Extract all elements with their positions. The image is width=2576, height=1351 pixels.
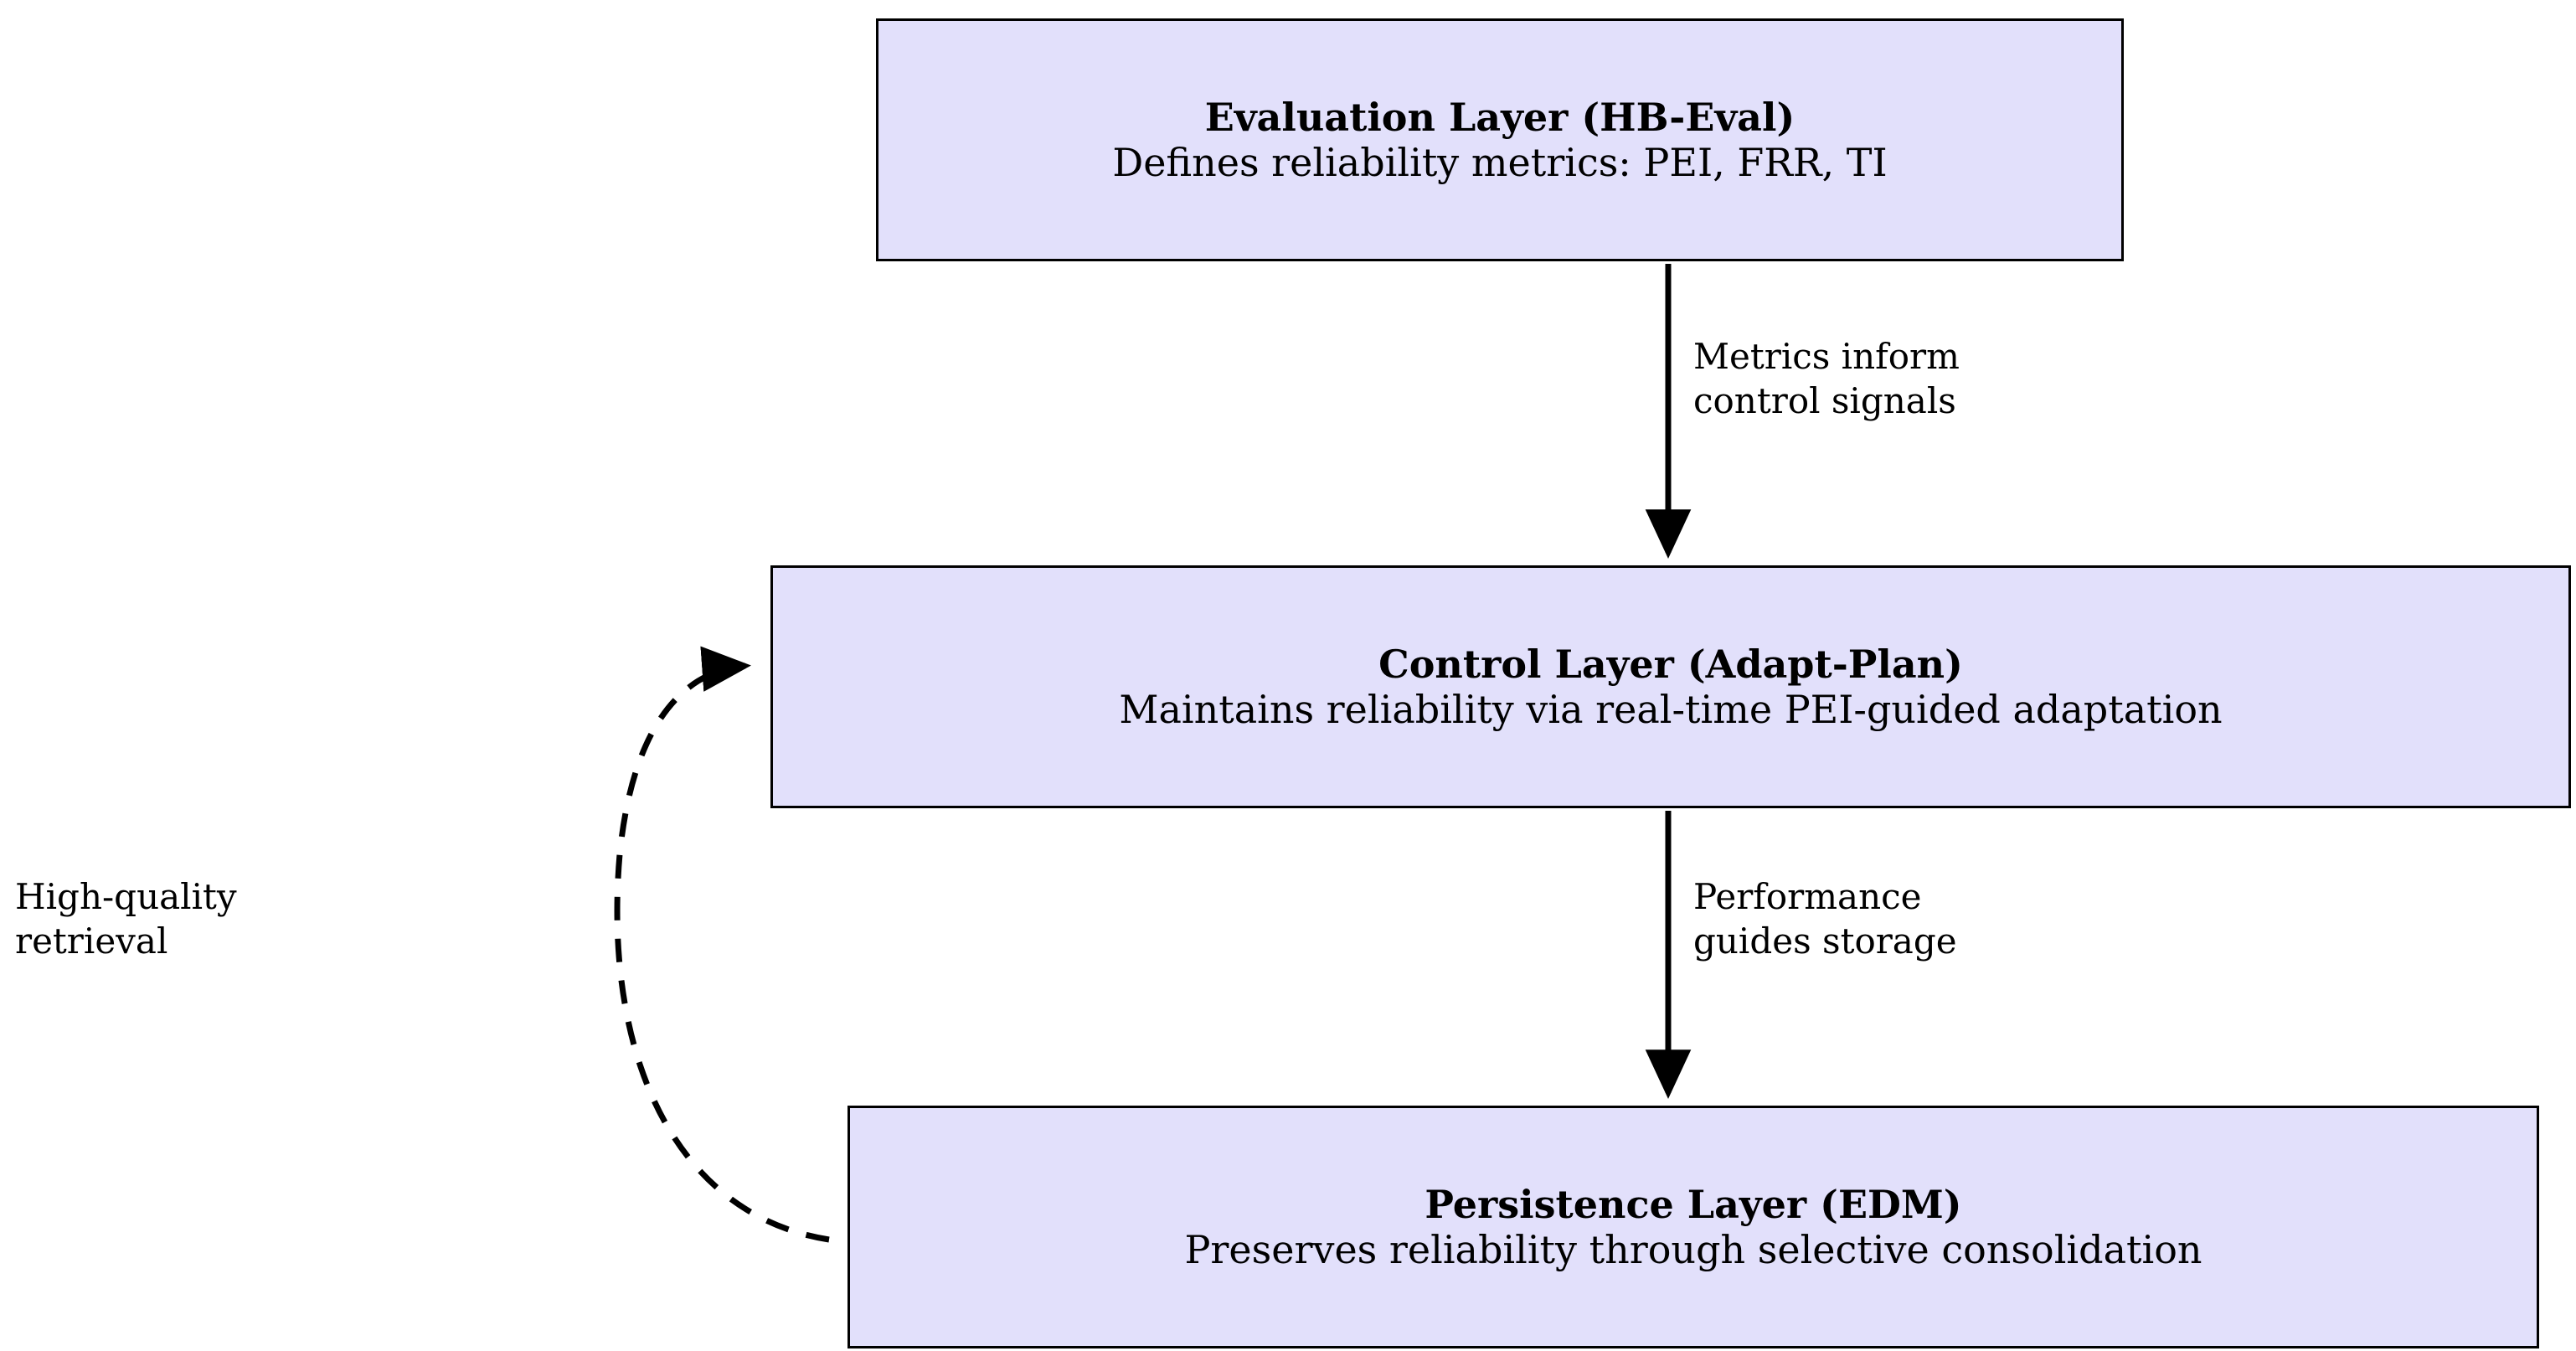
node-evaluation-layer — [876, 18, 2124, 261]
node-evaluation-layer-subtitle: Defines reliability metrics: PEI, FRR, TI — [1112, 140, 1888, 185]
node-control-layer-title: Control Layer (Adapt-Plan) — [1378, 641, 1963, 687]
edge-label-control-to-persistence-line2: guides storage — [1693, 920, 1957, 962]
edge-label-persistence-to-control — [15, 875, 237, 963]
edge-label-eval-to-control-line2: control signals — [1693, 379, 1956, 421]
node-evaluation-layer-title: Evaluation Layer (HB-Eval) — [1204, 94, 1795, 140]
edge-label-eval-to-control-line1: Metrics inform — [1693, 336, 1960, 377]
edge-label-control-to-persistence-line1: Performance — [1693, 876, 1922, 917]
edge-label-persistence-to-control-line2: retrieval — [15, 920, 168, 962]
node-control-layer — [770, 565, 2571, 808]
edge-label-persistence-to-control-line1: High-quality — [15, 876, 237, 917]
edge-label-control-to-persistence — [1693, 875, 1957, 963]
node-persistence-layer-title: Persistence Layer (EDM) — [1425, 1181, 1962, 1227]
node-persistence-layer-subtitle: Preserves reliability through selective consolidation — [1184, 1227, 2202, 1272]
edge-label-eval-to-control — [1693, 335, 1960, 423]
node-control-layer-subtitle: Maintains reliability via real-time PEI-guided adaptation — [1119, 687, 2223, 732]
node-persistence-layer — [848, 1106, 2539, 1348]
